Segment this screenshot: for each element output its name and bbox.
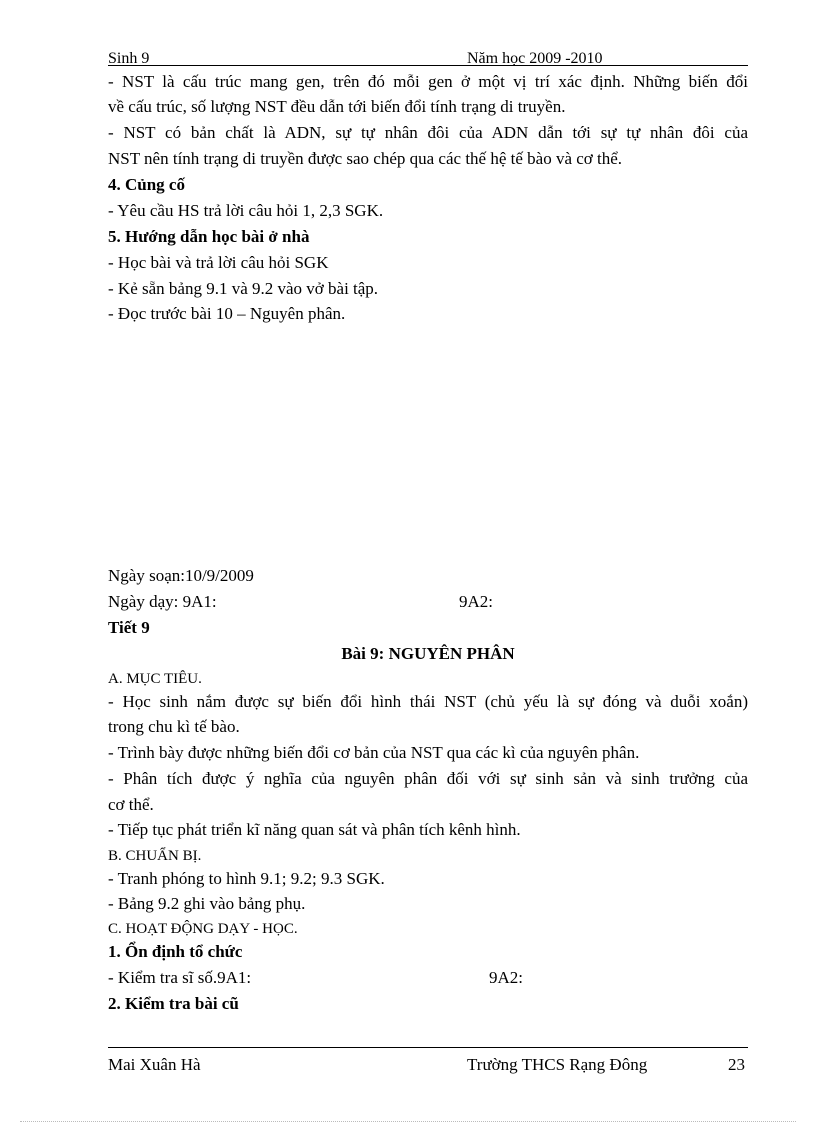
list-item: - Yêu cầu HS trả lời câu hỏi 1, 2,3 SGK. [108,201,384,220]
list-item: - Kiểm tra sĩ số.9A1: [108,968,252,987]
section-heading-preparation: B. CHUẨN BỊ. [108,848,202,864]
list-item: - Đọc trước bài 10 – Nguyên phân. [108,304,346,323]
paragraph-line: - Học sinh nắm được sự biến đổi hình thái NST (chủ yếu là sự đóng và duỗi xoắn) [108,692,748,711]
subheading-organization: 1. Ổn định tổ chức [108,942,243,961]
paragraph-line: - Tiếp tục phát triển kĩ năng quan sát và phân tích kênh hình. [108,820,521,839]
prep-date: Ngày soạn:10/9/2009 [108,566,254,585]
paragraph-line: trong chu kì tế bào. [108,717,240,736]
subheading-review: 2. Kiểm tra bài cũ [108,994,239,1013]
paragraph-line: cơ thể. [108,795,154,814]
section-heading-consolidation: 4. Củng cố [108,175,185,194]
page-edge [20,1121,796,1122]
header-school-year: Năm học 2009 -2010 [467,50,603,67]
page-number: 23 [728,1055,745,1074]
paragraph-line: - NST có bản chất là ADN, sự tự nhân đôi của ADN dẫn tới sự tự nhân đôi của [108,123,748,142]
list-item: - Kẻ sẵn bảng 9.1 và 9.2 vào vở bài tập. [108,279,379,298]
paragraph-line: - Phân tích được ý nghĩa của nguyên phân đối với sự sinh sản và sinh trưởng của [108,769,748,788]
section-heading-objectives: A. MỤC TIÊU. [108,671,202,687]
paragraph-line: về cấu trúc, số lượng NST đều dẫn tới biến đổi tính trạng di truyền. [108,97,566,116]
paragraph-line: - Trình bày được những biến đổi cơ bản của NST qua các kì của nguyên phân. [108,743,640,762]
list-item: - Học bài và trả lời câu hỏi SGK [108,253,329,272]
section-heading-homework: 5. Hướng dẫn học bài ở nhà [108,227,310,246]
period-label: Tiết 9 [108,618,150,637]
list-item: - Bảng 9.2 ghi vào bảng phụ. [108,894,306,913]
paragraph-line: - NST là cấu trúc mang gen, trên đó mỗi gen ở một vị trí xác định. Những biến đổi [108,72,748,91]
paragraph-line: NST nên tính trạng di truyền được sao chép qua các thế hệ tế bào và cơ thể. [108,149,623,168]
list-item: - Tranh phóng to hình 9.1; 9.2; 9.3 SGK. [108,869,385,888]
footer-rule [108,1047,748,1048]
teach-date: Ngày dạy: 9A1: [108,592,217,611]
teach-class-2: 9A2: [459,592,493,611]
attendance-class-2: 9A2: [489,968,523,987]
section-heading-activities: C. HOẠT ĐỘNG DẠY - HỌC. [108,921,298,937]
lesson-title: Bài 9: NGUYÊN PHÂN [341,644,515,663]
footer-author: Mai Xuân Hà [108,1055,201,1074]
header-rule [108,65,748,66]
header-subject: Sinh 9 [108,50,150,67]
footer-school: Trường THCS Rạng Đông [467,1055,648,1074]
